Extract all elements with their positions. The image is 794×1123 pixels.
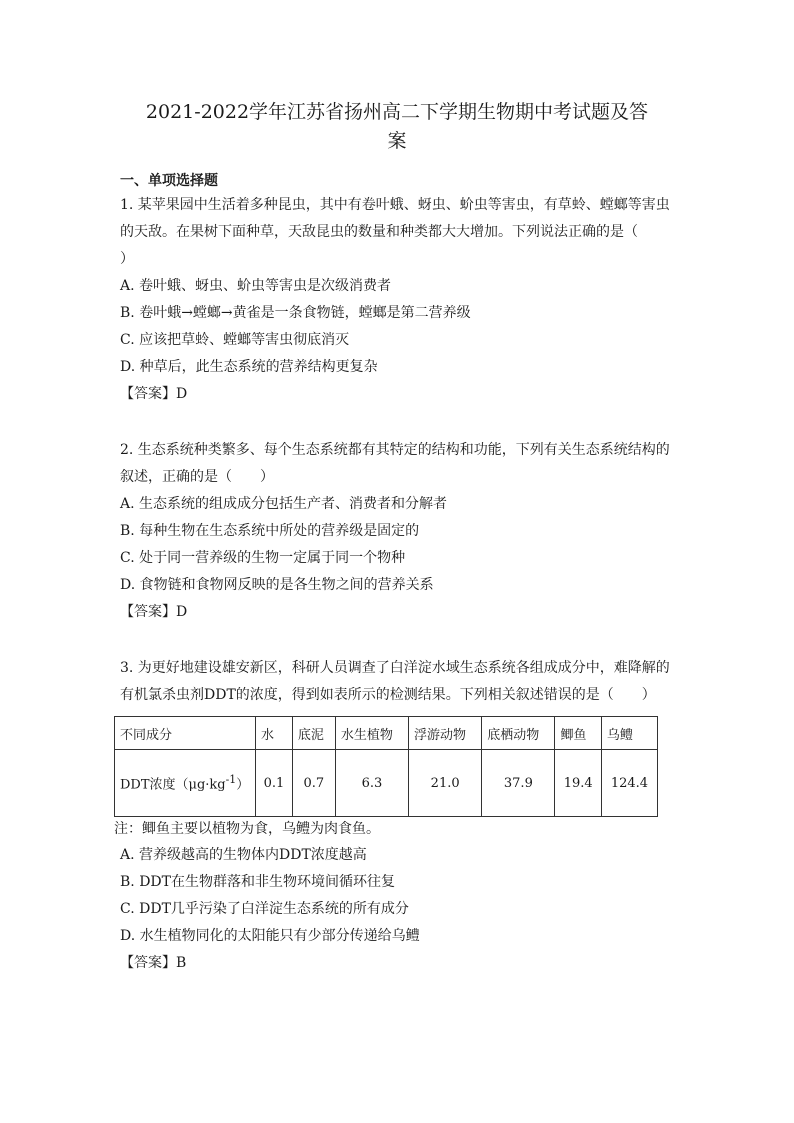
table-header-cell: 鲫鱼 — [555, 717, 601, 750]
question-1 — [120, 192, 680, 408]
q3-option-d: D. 水生植物同化的太阳能只有少部分传递给乌鳢 — [120, 928, 420, 944]
table-cell: 19.4 — [555, 750, 601, 817]
table-cell: 0.7 — [292, 750, 335, 817]
table-cell: 37.9 — [482, 750, 555, 817]
table-row-label — [115, 750, 256, 817]
q2-option-c: C. 处于同一营养级的生物一定属于同一个物种 — [120, 550, 406, 566]
table-header-cell: 水 — [256, 717, 293, 750]
q2-stem-line-1: 2. 生态系统种类繁多、每个生态系统都有其特定的结构和功能，下列有关生态系统结构的 — [120, 442, 670, 458]
q1-option-c: C. 应该把草蛉、螳螂等害虫彻底消灭 — [120, 332, 350, 348]
q3-option-c: C. DDT几乎污染了白洋淀生态系统的所有成分 — [120, 901, 409, 917]
table-header-cell: 浮游动物 — [409, 717, 482, 750]
table-header-row — [115, 717, 658, 750]
title-line-2: 案 — [387, 130, 407, 152]
title-line-1: 2021-2022学年江苏省扬州高二下学期生物期中考试题及答 — [145, 101, 649, 123]
table-cell: 6.3 — [335, 750, 408, 817]
table-cell: 21.0 — [409, 750, 482, 817]
q1-stem-line-2: 的天敌。在果树下面种草，天敌昆虫的数量和种类都大大增加。下列说法正确的是（ — [120, 224, 638, 240]
ddt-concentration-table — [114, 716, 658, 817]
q2-option-a: A. 生态系统的组成成分包括生产者、消费者和分解者 — [120, 496, 448, 512]
question-3-options — [120, 842, 680, 977]
table-header-cell: 乌鳢 — [601, 717, 657, 750]
table-note: 注：鲫鱼主要以植物为食，乌鳢为肉食鱼。 — [114, 821, 380, 837]
q1-option-a: A. 卷叶蛾、蚜虫、蚧虫等害虫是次级消费者 — [120, 278, 392, 294]
q1-stem-line-3: ） — [120, 251, 134, 267]
table-header-cell: 底泥 — [292, 717, 335, 750]
question-2 — [120, 437, 680, 626]
table-row — [115, 750, 658, 817]
q1-answer: 【答案】D — [120, 386, 188, 402]
q1-option-b: B. 卷叶蛾→螳螂→黄雀是一条食物链，螳螂是第二营养级 — [120, 305, 471, 321]
q1-option-d: D. 种草后，此生态系统的营养结构更复杂 — [120, 359, 378, 375]
table-header-cell: 水生植物 — [335, 717, 408, 750]
q3-stem-line-2: 有机氯杀虫剂DDT的浓度，得到如表所示的检测结果。下列相关叙述错误的是（ ） — [120, 687, 656, 703]
q3-answer: 【答案】B — [120, 955, 187, 971]
row-label-superscript: -1 — [225, 773, 237, 787]
document-title — [110, 98, 684, 156]
table-header-cell: 底栖动物 — [482, 717, 555, 750]
q2-option-d: D. 食物链和食物网反映的是各生物之间的营养关系 — [120, 577, 434, 593]
row-label-close: ） — [236, 777, 250, 793]
question-3 — [120, 655, 680, 709]
row-label-text: DDT浓度（μg·kg — [120, 777, 226, 793]
section-heading: 一、单项选择题 — [120, 173, 218, 189]
q1-stem-line-1: 1. 某苹果园中生活着多种昆虫，其中有卷叶蛾、蚜虫、蚧虫等害虫，有草蛉、螳螂等害虫 — [120, 197, 670, 213]
q2-stem-line-2: 叙述，正确的是（ ） — [120, 469, 274, 485]
q3-stem-line-1: 3. 为更好地建设雄安新区，科研人员调查了白洋淀水域生态系统各组成成分中，难降解的 — [120, 660, 670, 676]
table-cell: 124.4 — [601, 750, 657, 817]
table-cell: 0.1 — [256, 750, 293, 817]
q3-option-b: B. DDT在生物群落和非生物环境间循环往复 — [120, 874, 395, 890]
q2-option-b: B. 每种生物在生态系统中所处的营养级是固定的 — [120, 523, 420, 539]
q2-answer: 【答案】D — [120, 604, 188, 620]
q3-option-a: A. 营养级越高的生物体内DDT浓度越高 — [120, 847, 367, 863]
table-header-cell: 不同成分 — [115, 717, 256, 750]
